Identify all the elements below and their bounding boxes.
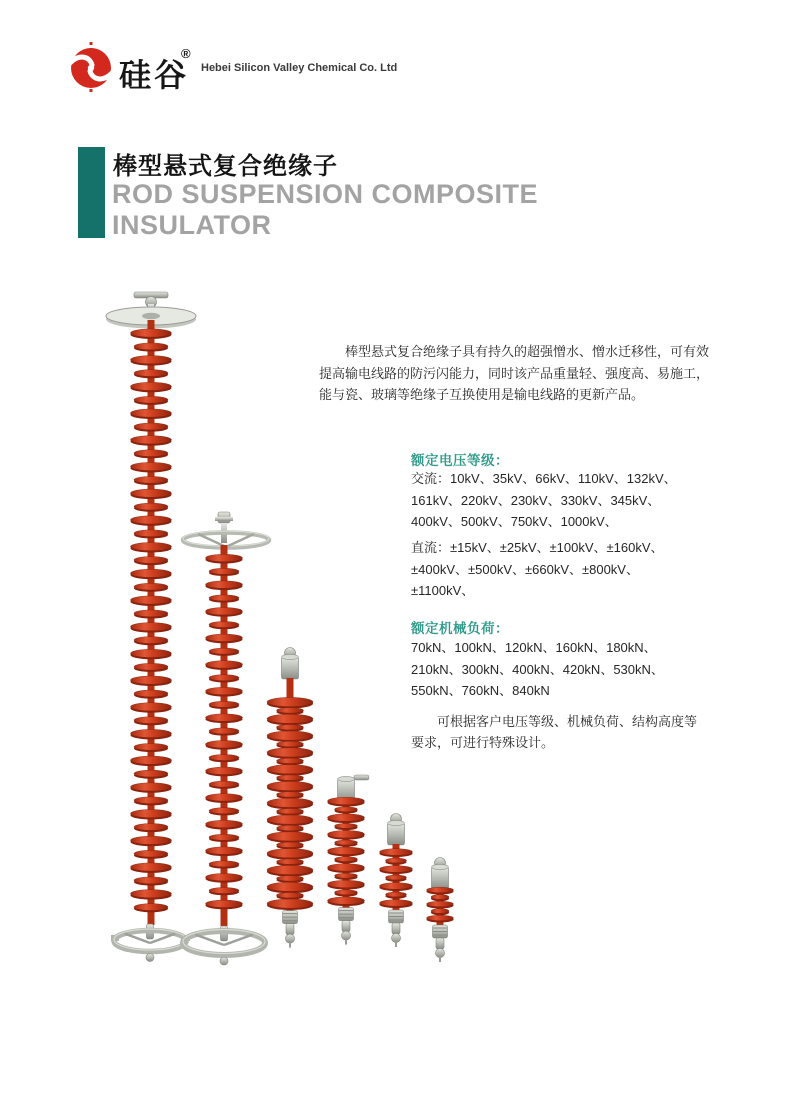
intro-line: 能与瓷、玻璃等绝缘子互换使用是输电线路的更新产品。 <box>319 387 645 402</box>
mechanical-load-heading: 额定机械负荷： <box>411 621 509 636</box>
mechanical-load-line: 550kN、760kN、840kN <box>411 683 550 698</box>
ac-voltage-line: 交流：10kV、35kV、66kV、110kV、132kV、 <box>411 471 677 486</box>
dc-voltage-line: ±1100kV、 <box>411 583 475 598</box>
company-name: Hebei Silicon Valley Chemical Co. Ltd <box>201 62 398 74</box>
voltage-section-heading: 额定电压等级： <box>411 453 509 468</box>
mechanical-load-line: 70kN、100kN、120kN、160kN、180kN、 <box>411 640 657 655</box>
ac-voltage-line: 161kV、220kV、230kV、330kV、345kV、 <box>411 492 661 508</box>
dc-voltage-line: ±400kV、±500kV、±660kV、±800kV、 <box>411 561 639 577</box>
brand-name: 硅谷 <box>119 57 190 93</box>
custom-design-note <box>411 712 731 753</box>
insulator-1 <box>106 292 196 962</box>
mechanical-load-line: 210kN、300kN、400kN、420kN、530kN、 <box>411 661 664 677</box>
intro-paragraph <box>319 341 729 406</box>
insulator-6 <box>427 858 454 963</box>
product-title-en-line1: ROD SUSPENSION COMPOSITE <box>112 179 539 209</box>
insulator-4 <box>328 775 370 945</box>
insulator-5 <box>380 814 413 948</box>
dc-voltage-list <box>411 537 691 602</box>
custom-design-note-line: 要求，可进行特殊设计。 <box>411 734 555 750</box>
dc-voltage-line: 直流：±15kV、±25kV、±100kV、±160kV、 <box>411 540 664 555</box>
product-title-cn: 棒型悬式复合绝缘子 <box>113 153 338 180</box>
intro-line: 棒型悬式复合绝缘子具有持久的超强憎水、憎水迁移性，可有效 <box>319 344 710 359</box>
ac-voltage-list <box>411 468 691 533</box>
product-title-en-line2: INSULATOR <box>112 210 272 240</box>
ac-voltage-line: 400kV、500kV、750kV、1000kV、 <box>411 514 618 529</box>
registered-trademark: ® <box>181 46 191 61</box>
custom-design-note-line: 可根据客户电压等级、机械负荷、结构高度等 <box>411 714 698 729</box>
intro-line: 提高输电线路的防污闪能力，同时该产品重量轻、强度高、易施工， <box>319 365 710 381</box>
insulator-2 <box>183 512 269 965</box>
mechanical-load-list <box>411 637 691 702</box>
insulator-3 <box>267 648 313 948</box>
